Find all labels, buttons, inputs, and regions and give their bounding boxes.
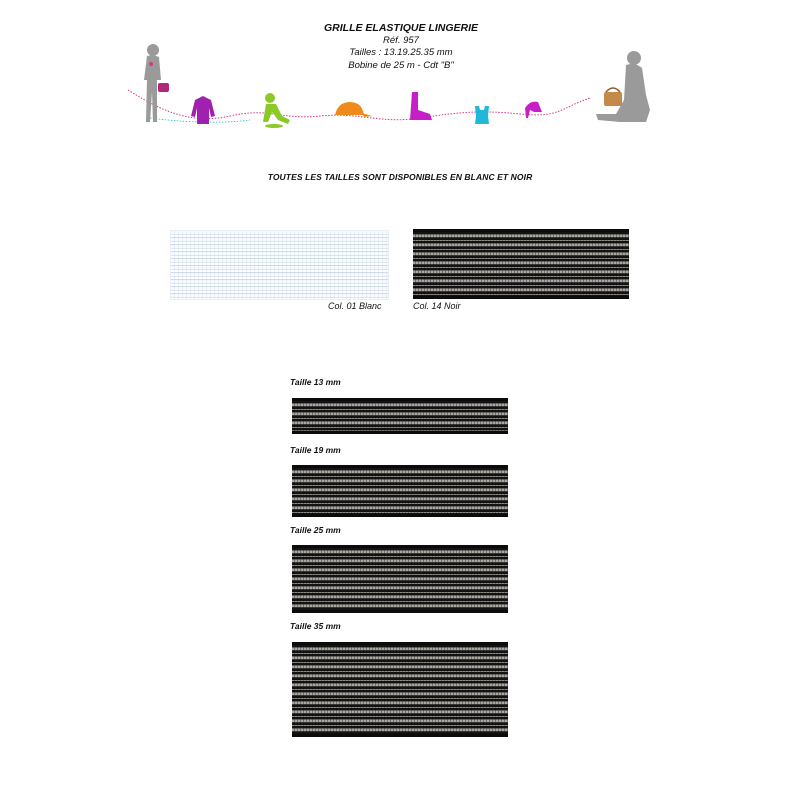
product-reference: Réf. 957 [383, 34, 419, 46]
white-color-caption: Col. 01 Blanc [328, 301, 382, 311]
boot-icon [410, 92, 432, 120]
fashion-banner [120, 40, 660, 130]
size-19-label: Taille 19 mm [290, 445, 341, 455]
white-elastic-swatch [170, 230, 389, 300]
size-19-swatch [292, 465, 508, 517]
availability-notice: TOUTES LES TAILLES SONT DISPONIBLES EN BLANC ET NOIR [267, 172, 533, 182]
size-35-swatch [292, 642, 508, 737]
high-heel-icon [525, 102, 542, 118]
product-packaging: Bobine de 25 m - Cdt "B" [348, 59, 454, 71]
size-25-label: Taille 25 mm [290, 525, 341, 535]
size-13-swatch [292, 398, 508, 434]
product-title: GRILLE ELASTIQUE LINGERIE [323, 22, 478, 34]
jacket-icon [191, 96, 215, 124]
tank-top-icon [475, 106, 489, 124]
black-elastic-swatch [413, 229, 629, 299]
product-sizes: Tailles : 13.19.25.35 mm [349, 47, 453, 58]
black-color-caption: Col. 14 Noir [413, 301, 461, 311]
sitting-figure-icon [263, 93, 290, 128]
size-13-label: Taille 13 mm [290, 377, 341, 387]
size-25-swatch [292, 545, 508, 613]
size-35-label: Taille 35 mm [290, 621, 341, 631]
seated-woman-with-bag-icon [596, 51, 650, 122]
cap-icon [335, 102, 372, 117]
